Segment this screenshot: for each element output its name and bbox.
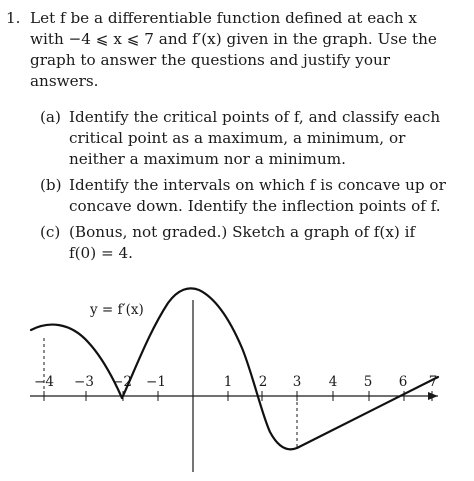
tick-label-2: 2 — [258, 374, 268, 390]
part-a-label: (a) — [40, 108, 61, 126]
part-c-line-2: f(0) = 4. — [69, 244, 134, 262]
curve-label: y = f′(x) — [90, 302, 144, 318]
problem-line-3: graph to answer the questions and justify your — [30, 51, 391, 69]
tick-label-3: 3 — [292, 374, 302, 390]
tick-label-neg2: −2 — [112, 374, 132, 390]
part-b-line-1: (b) Identify the intervals on which f is concave up or — [40, 176, 446, 194]
part-c-label: (c) — [40, 223, 61, 241]
problem-line-4: answers. — [30, 72, 99, 90]
part-a-line-2: critical point as a maximum, a minimum, or — [69, 129, 406, 147]
part-c-line-1: (c) (Bonus, not graded.) Sketch a graph of f(x) if — [40, 223, 416, 241]
tick-label-6: 6 — [398, 374, 408, 390]
tick-label-7: 7 — [428, 374, 438, 390]
problem-line-2: with −4 ⩽ x ⩽ 7 and f′(x) given in the graph. Use the — [30, 30, 437, 48]
problem-line-1: 1. Let f be a differentiable function defined at each x — [6, 9, 417, 27]
tick-label-4: 4 — [328, 374, 338, 390]
tick-label-1: 1 — [223, 374, 233, 390]
tick-label-neg4: −4 — [34, 374, 54, 390]
tick-label-neg3: −3 — [74, 374, 94, 390]
part-b-label: (b) — [40, 176, 62, 194]
problem-number: 1. — [6, 9, 21, 27]
tick-label-neg1: −1 — [146, 374, 166, 390]
x-axis-arrow — [428, 392, 438, 400]
tick-label-5: 5 — [363, 374, 373, 390]
part-a-line-3: neither a maximum nor a minimum. — [69, 150, 346, 168]
part-b-line-2: concave down. Identify the inflection points of f. — [69, 197, 441, 215]
part-a-line-1: (a) Identify the critical points of f, and classify each — [40, 108, 441, 126]
